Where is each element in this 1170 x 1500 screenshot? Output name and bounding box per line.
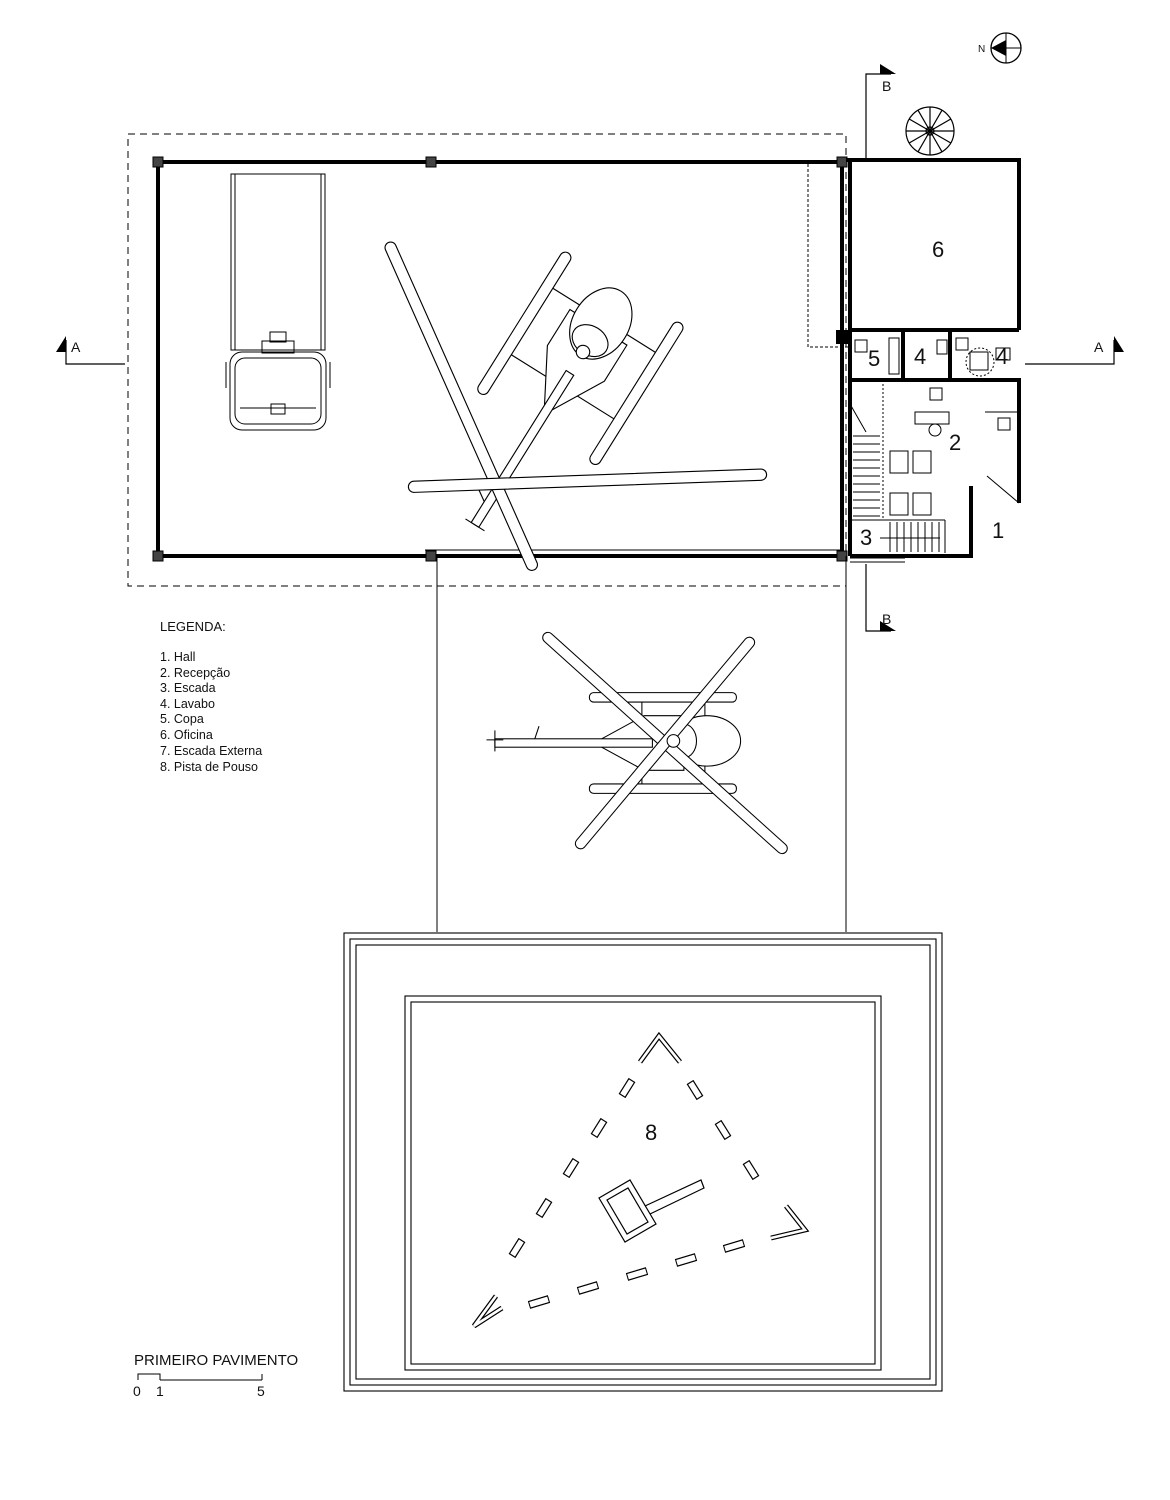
room-label-2: 2 — [949, 430, 962, 455]
room-label-8: 8 — [645, 1120, 658, 1145]
svg-text:A: A — [1094, 339, 1104, 355]
legend-item: 4. Lavabo — [160, 697, 215, 711]
room-label-1: 1 — [992, 518, 1005, 543]
legend-item: 3. Escada — [160, 681, 216, 695]
legend-item: 2. Recepção — [160, 666, 231, 680]
room-label-4a: 4 — [914, 344, 927, 369]
legend-item: 8. Pista de Pouso — [160, 760, 258, 774]
room-label-3: 3 — [860, 525, 873, 550]
scale-label-5: 5 — [257, 1383, 265, 1399]
north-label: N — [978, 44, 986, 55]
room-label-5: 5 — [868, 346, 881, 371]
svg-text:B: B — [882, 611, 892, 627]
svg-text:B: B — [882, 78, 892, 94]
room-label-4b: 4 — [996, 344, 1009, 369]
plan-title: PRIMEIRO PAVIMENTO — [134, 1352, 299, 1369]
legend-item: 1. Hall — [160, 650, 196, 664]
room-label-6: 6 — [932, 237, 945, 262]
legend-title: LEGENDA: — [160, 619, 226, 634]
svg-text:A: A — [71, 339, 81, 355]
scale-label-0: 0 — [133, 1383, 141, 1399]
legend-item: 7. Escada Externa — [160, 744, 263, 758]
legend-item: 6. Oficina — [160, 728, 213, 742]
scale-bar — [138, 1374, 262, 1380]
legend-item: 5. Copa — [160, 712, 204, 726]
scale-label-1: 1 — [156, 1383, 164, 1399]
